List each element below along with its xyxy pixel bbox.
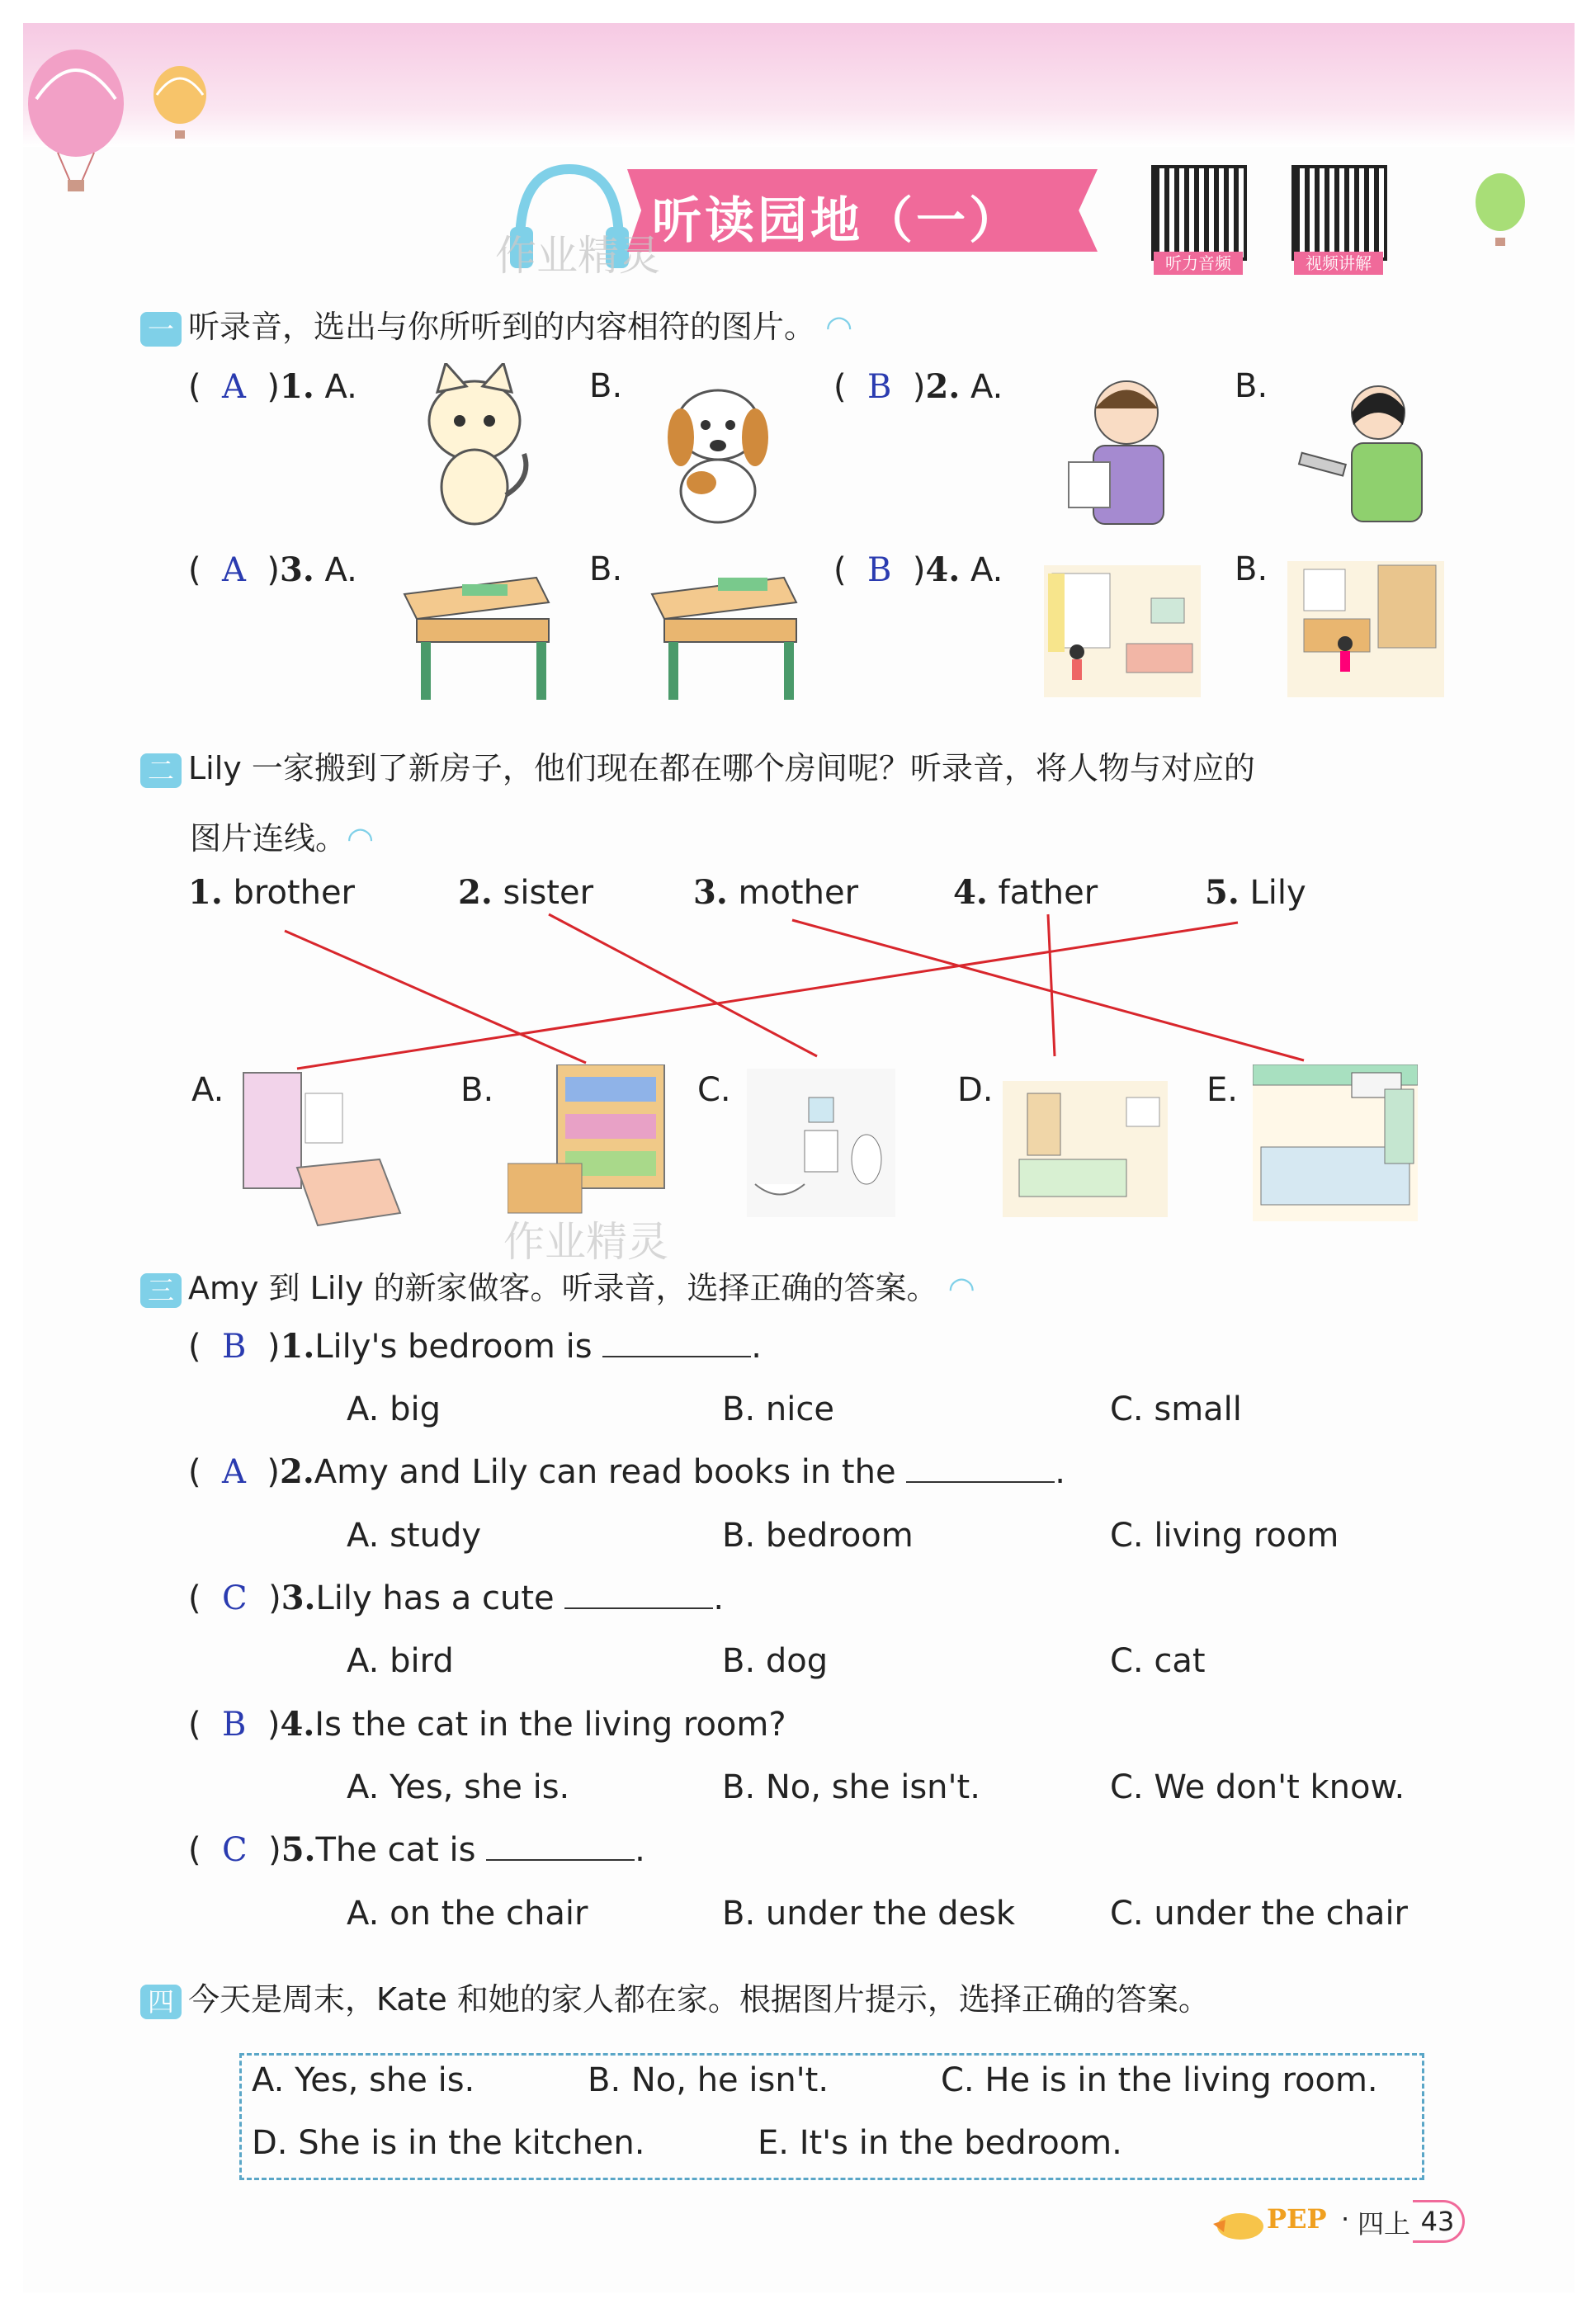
section-number: 四 bbox=[140, 1985, 182, 2019]
s3-q1: ( B )1.Lily's bedroom is . bbox=[188, 1327, 762, 1366]
s4-opt-C: C. He is in the living room. bbox=[941, 2061, 1378, 2099]
answer-blank[interactable] bbox=[486, 1831, 635, 1861]
s1-q1: ( A )1. A. bbox=[188, 367, 357, 406]
s3-q4: ( B )4.Is the cat in the living room? bbox=[188, 1705, 786, 1744]
watermark: 作业精灵 bbox=[495, 232, 660, 280]
room-C-label: C. bbox=[697, 1071, 731, 1109]
person-5: 5. Lily bbox=[1205, 873, 1306, 912]
person-2: 2. sister bbox=[458, 873, 594, 912]
s4-opt-B: B. No, he isn't. bbox=[588, 2061, 829, 2099]
footer-grade: 四上 bbox=[1358, 2208, 1411, 2240]
line-sister-to-C bbox=[549, 914, 817, 1056]
room-B-label: B. bbox=[460, 1071, 494, 1109]
s1-q2: ( B )2. A. bbox=[833, 367, 1003, 406]
living-room-picture[interactable] bbox=[1003, 1081, 1168, 1217]
s3-q4-opt-b[interactable]: B. No, she isn't. bbox=[722, 1768, 980, 1806]
s3-q2-opt-a[interactable]: A. study bbox=[347, 1517, 482, 1555]
watermark: 作业精灵 bbox=[503, 1218, 668, 1266]
s1-q3-optB-label: B. bbox=[589, 550, 623, 588]
bathroom-picture[interactable] bbox=[747, 1069, 895, 1217]
bird-icon bbox=[1209, 2203, 1267, 2245]
s3-q5-opt-b[interactable]: B. under the desk bbox=[722, 1895, 1016, 1933]
section1-title: 一 听录音，选出与你所听到的内容相符的图片。 ◠ bbox=[140, 301, 852, 347]
section-number: 三 bbox=[140, 1273, 182, 1308]
section4-title: 四 今天是周末，Kate 和她的家人都在家。根据图片提示，选择正确的答案。 bbox=[140, 1974, 1210, 2019]
s3-q5: ( C )5.The cat is . bbox=[188, 1830, 645, 1869]
line-father-to-D bbox=[1048, 914, 1055, 1056]
person-4: 4. father bbox=[953, 873, 1098, 912]
study-picture[interactable] bbox=[508, 1064, 668, 1230]
s3-q4-opt-c[interactable]: C. We don't know. bbox=[1110, 1768, 1405, 1806]
qr-label-video: 视频讲解 bbox=[1294, 252, 1383, 275]
s3-q2-opt-c[interactable]: C. living room bbox=[1110, 1517, 1339, 1555]
s3-q1-opt-a[interactable]: A. big bbox=[347, 1390, 441, 1428]
section-number: 一 bbox=[140, 312, 182, 347]
s1-q2-optB-label: B. bbox=[1235, 367, 1268, 405]
s3-q3: ( C )3.Lily has a cute . bbox=[188, 1579, 725, 1617]
s1-q4: ( B )4. A. bbox=[833, 550, 1003, 589]
line-brother-to-B bbox=[285, 931, 586, 1063]
s3-q4-opt-a[interactable]: A. Yes, she is. bbox=[347, 1768, 570, 1806]
s1-q4-optB-label: B. bbox=[1235, 550, 1268, 588]
s1-q1-optB-label: B. bbox=[589, 367, 623, 405]
room-E-label: E. bbox=[1206, 1071, 1238, 1109]
kitchen-picture[interactable] bbox=[1253, 1064, 1418, 1221]
s3-q1-opt-c[interactable]: C. small bbox=[1110, 1390, 1242, 1428]
answer-blank[interactable] bbox=[906, 1453, 1055, 1483]
s3-q2: ( A )2.Amy and Lily can read books in the . bbox=[188, 1452, 1066, 1491]
headphones-icon: ◠ bbox=[947, 1270, 975, 1306]
qr-label-audio: 听力音频 bbox=[1154, 252, 1243, 275]
line-mother-to-E bbox=[792, 920, 1304, 1060]
person-3: 3. mother bbox=[693, 873, 859, 912]
page-title: 听读园地（一） bbox=[652, 192, 1022, 250]
headphones-icon: ◠ bbox=[347, 820, 375, 857]
line-lily-to-A bbox=[297, 923, 1238, 1069]
s3-q3-opt-c[interactable]: C. cat bbox=[1110, 1642, 1206, 1680]
s4-opt-E: E. It's in the bedroom. bbox=[758, 2124, 1122, 2162]
s3-q3-opt-b[interactable]: B. dog bbox=[722, 1642, 829, 1680]
page-number: 43 bbox=[1413, 2200, 1465, 2243]
s4-opt-D: D. She is in the kitchen. bbox=[252, 2124, 645, 2162]
answer-blank[interactable] bbox=[564, 1579, 713, 1609]
section-number: 二 bbox=[140, 753, 182, 788]
section2-title: 二 Lily 一家搬到了新房子，他们现在都在哪个房间呢？听录音，将人物与对应的 bbox=[140, 743, 1255, 788]
section3-title: 三 Amy 到 Lily 的新家做客。听录音，选择正确的答案。 ◠ bbox=[140, 1263, 975, 1308]
s4-opt-A: A. Yes, she is. bbox=[252, 2061, 475, 2099]
answer-blank[interactable] bbox=[602, 1328, 751, 1357]
s3-q2-opt-b[interactable]: B. bedroom bbox=[722, 1517, 914, 1555]
s3-q1-opt-b[interactable]: B. nice bbox=[722, 1390, 834, 1428]
s3-q5-opt-c[interactable]: C. under the chair bbox=[1110, 1895, 1408, 1933]
footer-brand: PEP bbox=[1267, 2203, 1327, 2235]
section2-title-line2: 图片连线。◠ bbox=[190, 820, 375, 857]
bedroom-picture[interactable] bbox=[239, 1069, 404, 1230]
s1-q3: ( A )3. A. bbox=[188, 550, 357, 589]
s3-q5-opt-a[interactable]: A. on the chair bbox=[347, 1895, 588, 1933]
person-1: 1. brother bbox=[188, 873, 356, 912]
footer-dot: · bbox=[1341, 2203, 1350, 2235]
room-A-label: A. bbox=[191, 1071, 224, 1109]
headphones-icon: ◠ bbox=[825, 309, 853, 345]
s3-q3-opt-a[interactable]: A. bird bbox=[347, 1642, 454, 1680]
room-D-label: D. bbox=[957, 1071, 994, 1109]
